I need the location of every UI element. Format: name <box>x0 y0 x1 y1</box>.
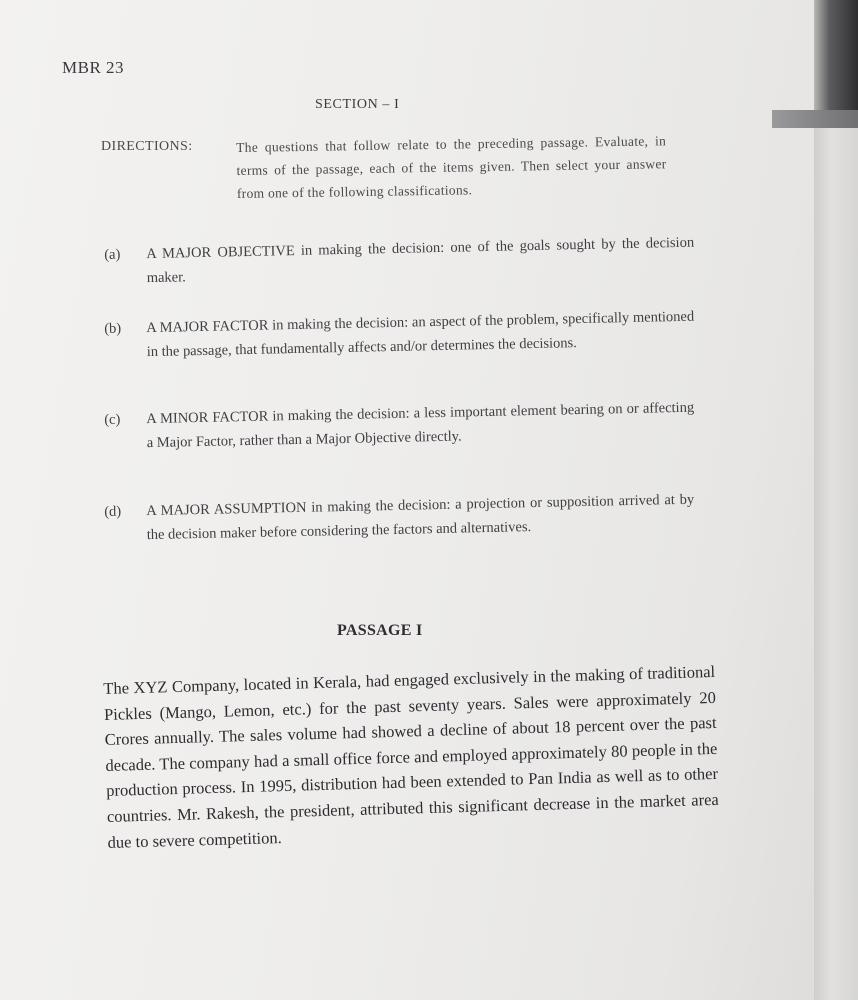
directions-label: DIRECTIONS: <box>101 139 193 154</box>
option-text: A MAJOR OBJECTIVE in making the decision: one of the goals sought by the decision maker. <box>146 234 695 287</box>
option-text: A MAJOR ASSUMPTION in making the decision: a projection or supposition arrived at by the decision maker before considering the factors and alternatives. <box>146 491 695 544</box>
option-text: A MINOR FACTOR in making the decision: a less important element bearing on or affecting a Major Factor, rather than a Major Objective directly. <box>146 399 695 452</box>
passage-title: PASSAGE I <box>337 622 423 639</box>
option-letter: (a) <box>104 246 121 263</box>
option-letter: (b) <box>104 320 122 337</box>
option-text: A MAJOR FACTOR in making the decision: an aspect of the problem, specifically mentioned in the passage, that fundamentally affects and/or determines the decisions. <box>146 308 695 361</box>
directions-text: The questions that follow relate to the preceding passage. Evaluate, in terms of the passage, each of the items given. Then select your answer from one of the following classifications. <box>236 133 667 201</box>
option-a <box>104 231 695 291</box>
paper-code: MBR 23 <box>62 58 125 77</box>
option-c <box>104 396 695 456</box>
section-title: SECTION – I <box>315 97 400 112</box>
option-letter: (d) <box>104 503 122 520</box>
passage-text: The XYZ Company, located in Kerala, had engaged exclusively in the making of traditional Pickles (Mango, Lemon, etc.) for the past seventy years. Sales were approximately 20 Crores annually. The sales volume had showed a decline of about 18 percent over the past decade. The company had a small office force and employed approximately 80 people in the production process. In 1995, distribution had been extended to Pan India as well as to other countries. Mr. Rakesh, the president, attributed this significant decrease in the market area due to severe competition. <box>103 661 719 852</box>
option-b <box>104 305 695 365</box>
option-d <box>104 488 695 548</box>
option-letter: (c) <box>104 411 121 428</box>
